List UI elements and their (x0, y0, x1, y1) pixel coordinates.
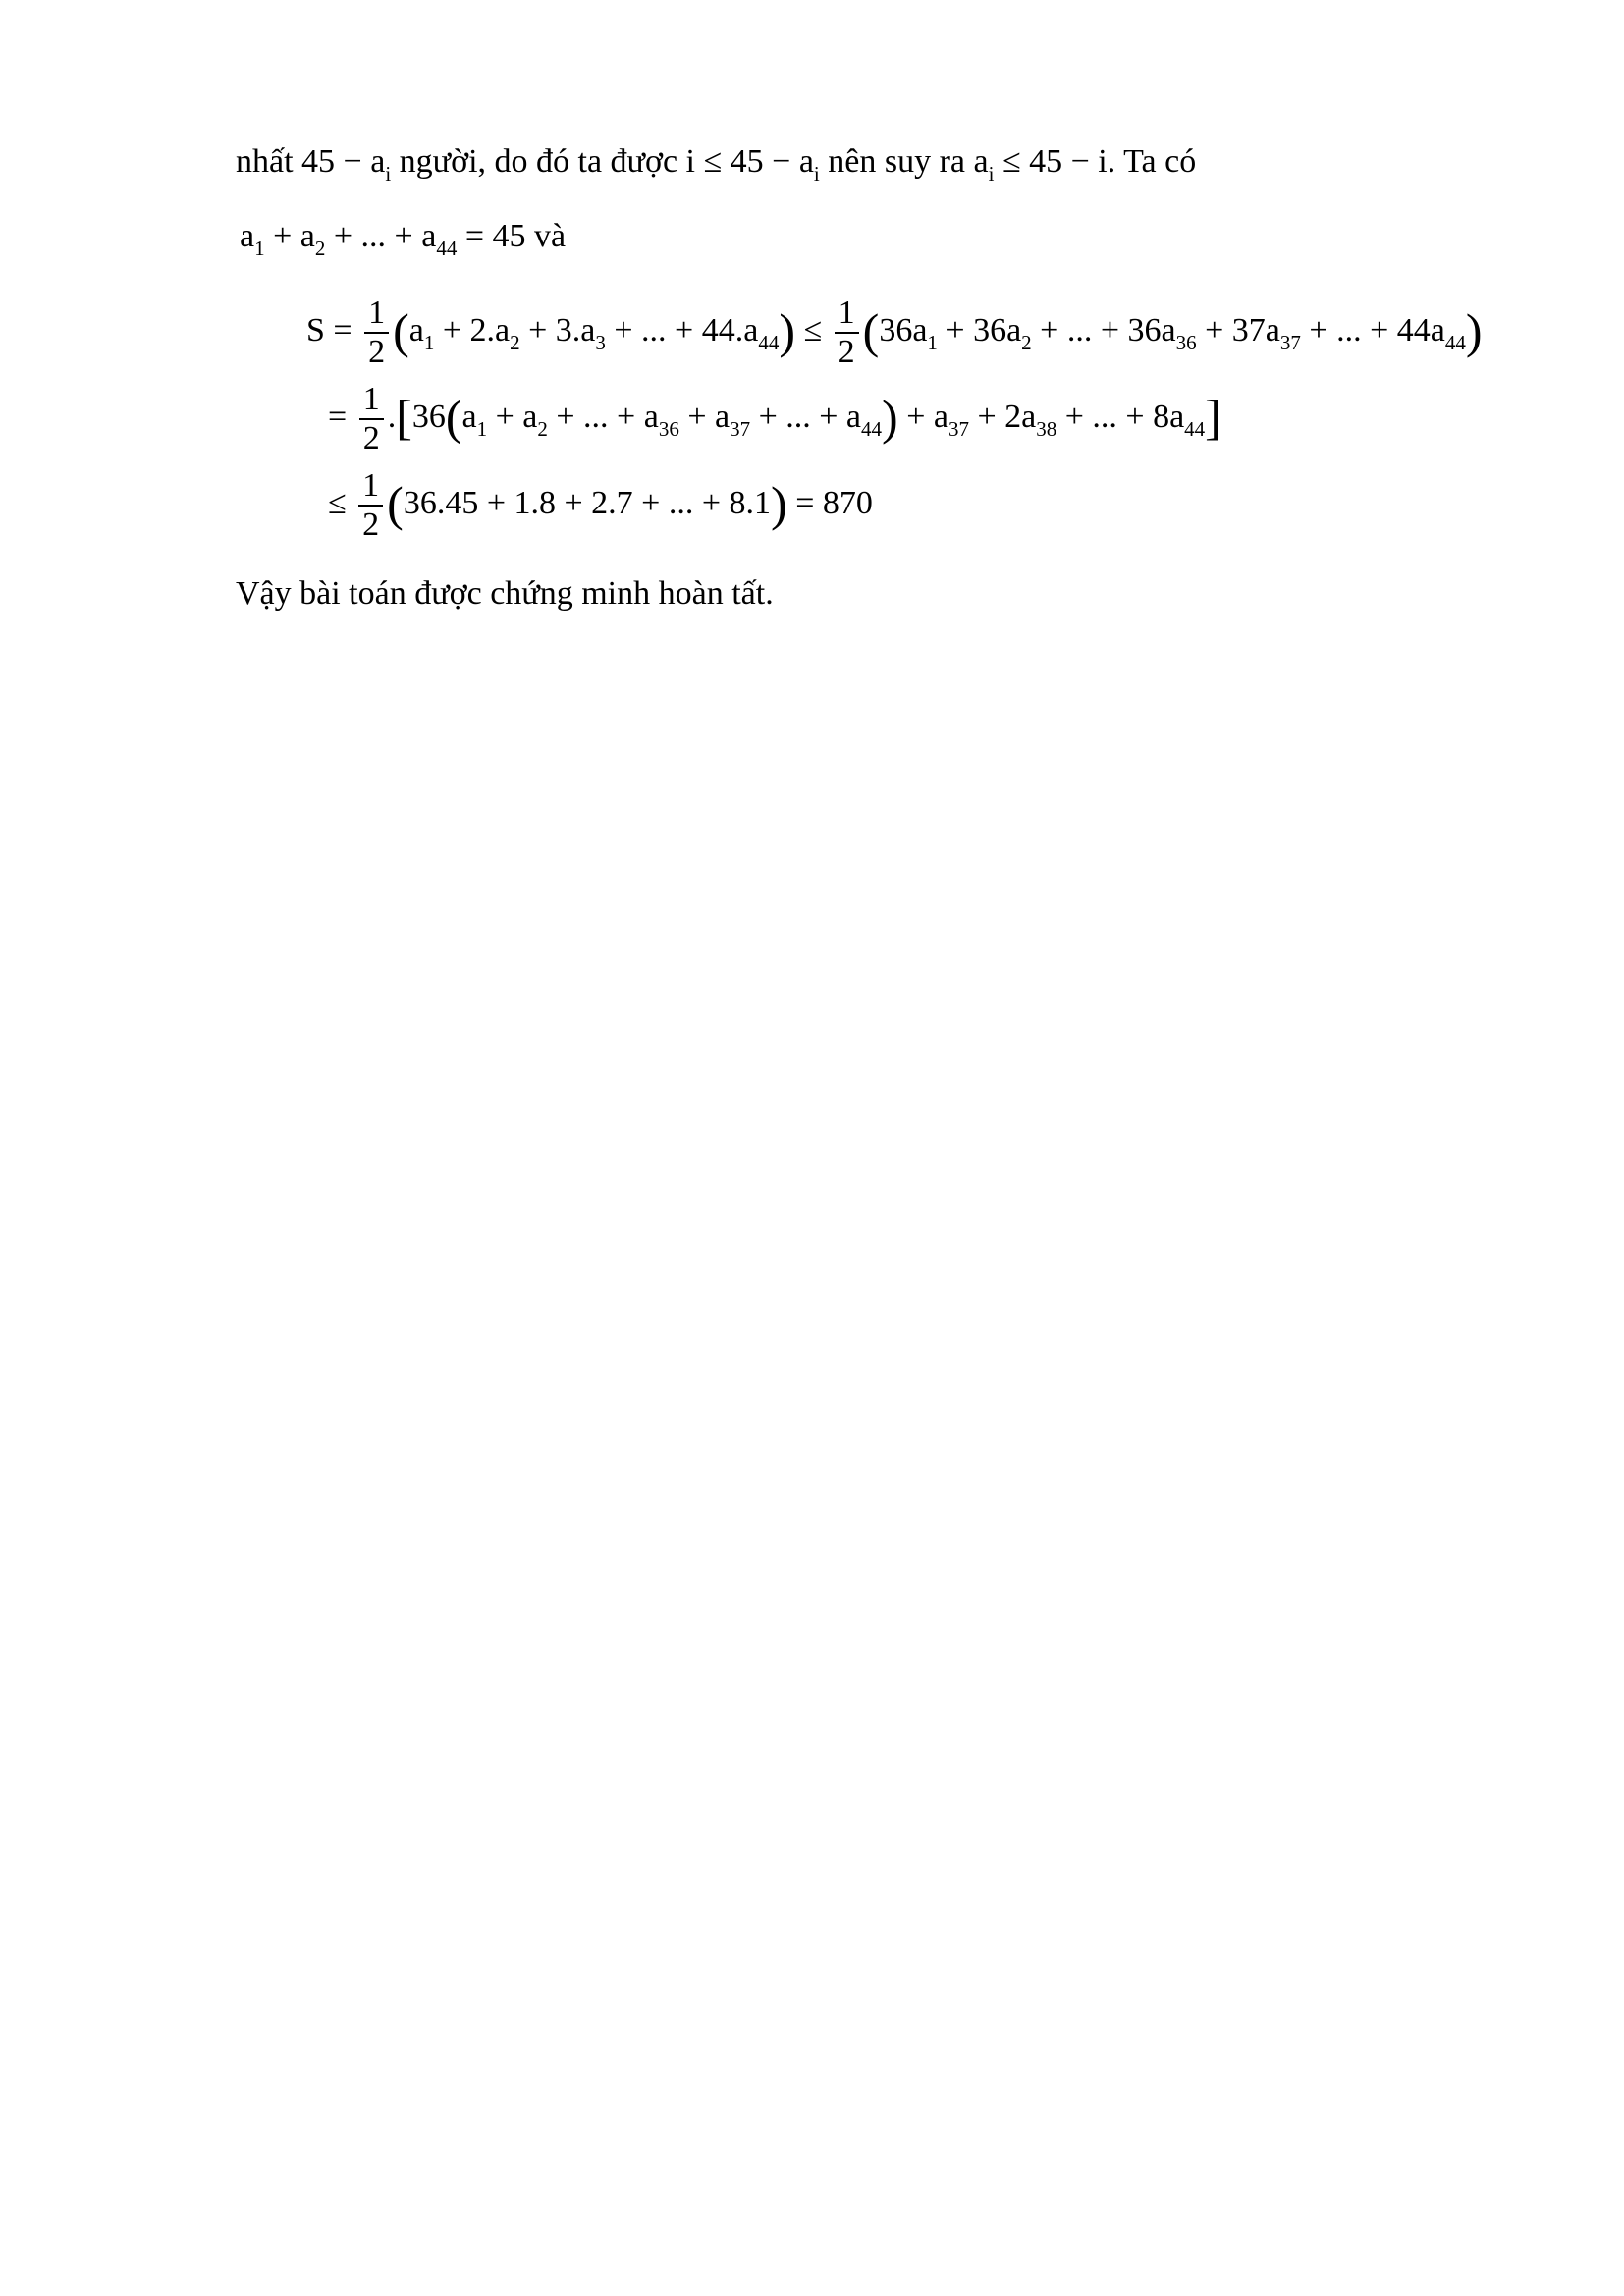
text-line-1 (236, 143, 1197, 186)
text-segment: nhất (236, 143, 302, 180)
math-inline: $a_i \le 45 - i$ (973, 143, 1108, 186)
math-inline: $i \le 45 - a_i$ (685, 143, 820, 186)
text-segment: và (525, 218, 567, 254)
text-segment: nên suy ra (828, 143, 974, 180)
math-inline: $a_1 + a_2$ + ... + $a_{44} = 45$ (240, 218, 526, 260)
equation-line-2: = $\frac{1}{2}$ $.[36(a_1 + a_2$ + ... + $a_{36} + a_{37}$ + ... + $a_{44}) + a_{37} + 2a_{38}$ + ... + $8a_{44}$] (328, 381, 1221, 456)
conclusion-text: Vậy bài toán được chứng minh hoàn tất. (236, 575, 774, 612)
math-inline: $45 - a_i$ (301, 143, 392, 186)
fraction: $\frac{1}{2}$ (358, 467, 383, 544)
fraction: $\frac{1}{2}$ (364, 294, 389, 371)
text-line-2 (240, 218, 567, 260)
equation-line-1: S = $\frac{1}{2}$ ($a_1 + 2.a_2 + 3.a_3$ + ... + $44.a_{44}$) ≤ $\frac{1}{2}$ ($36a_1 + 36a_2$ + ... + $36a_{36} + 37a_{37}$ + ... + $44a_{44}$) (306, 294, 1483, 370)
fraction: $\frac{1}{2}$ (835, 294, 859, 371)
text-segment: người, do đó ta được (399, 143, 686, 180)
fraction: $\frac{1}{2}$ (359, 381, 384, 457)
equation-line-3: ≤ $\frac{1}{2}$ (36.45 + 1.8 + 2.7 + ... + 8.1) = 870 (328, 467, 873, 543)
text-segment: . Ta có (1107, 143, 1197, 180)
